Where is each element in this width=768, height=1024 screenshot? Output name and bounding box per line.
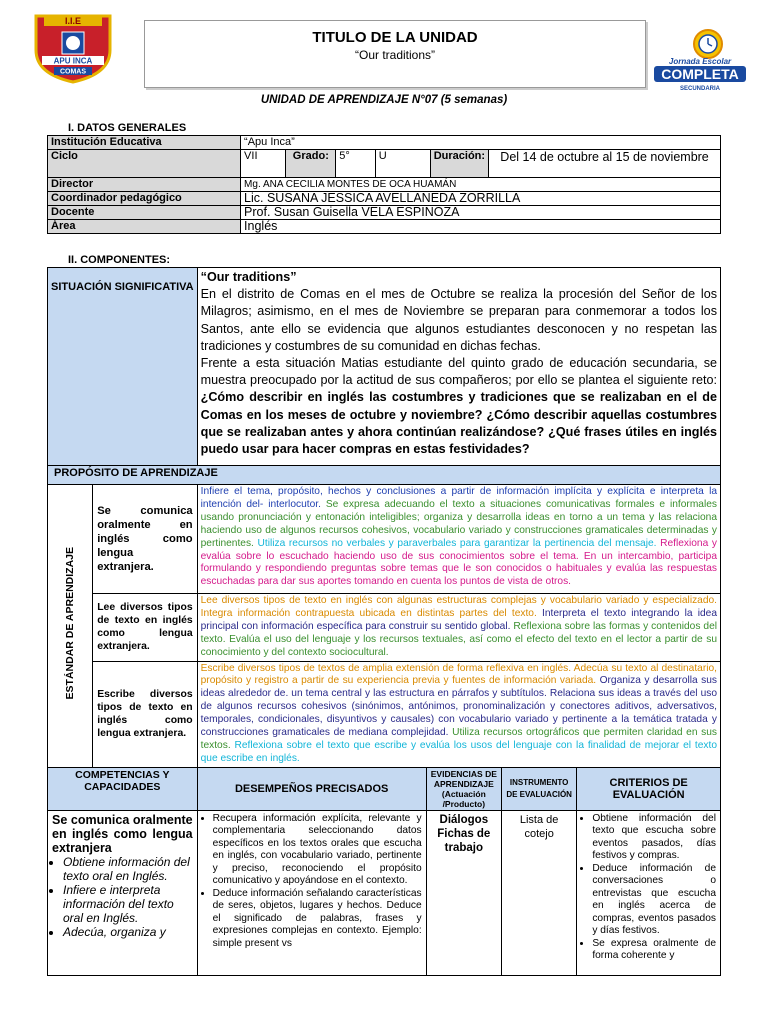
program-logo-line3: SECUNDARIA bbox=[679, 86, 721, 92]
header-desempenos: DESEMPEÑOS PRECISADOS bbox=[197, 767, 426, 810]
institucion-value: “Apu Inca” bbox=[241, 136, 721, 150]
table-row bbox=[48, 594, 721, 662]
standard-2-segment-3: Reflexiona sobre el texto que escribe y evalúa los usos del lenguaje con la finalidad de mejorar el texto que escribe en inglés. bbox=[200, 739, 717, 764]
list-item: • Adecúa, organiza y bbox=[63, 925, 193, 939]
competencia-cell bbox=[48, 810, 198, 975]
list-item: • Deduce información señalando características de seres, objetos, lugares y hechos. Deduce el significado de palabras, frases y expresiones complejas en contexto. Ejemplo: simple present vs bbox=[213, 888, 422, 951]
list-item: • Infiere e interpreta información del texto oral en Inglés. bbox=[63, 883, 193, 925]
list-item: • Recupera información explícita, relevante y complementaria seleccionando datos específicos en los textos orales que escucha en inglés, con vocabulario variado, pertinente y preciso, reconociendo el propósito comunicativo y apoyándose en el contexto. bbox=[213, 813, 422, 888]
area-value: Inglés bbox=[241, 220, 721, 234]
unit-title-box bbox=[144, 20, 646, 88]
standard-1-segment-2: Reflexiona sobre las formas y contenidos del texto. Evalúa el uso del lenguaje y los recursos textuales, así como el efecto del texto en el lector a partir de su conocimiento y del contexto sociocultural. bbox=[200, 620, 718, 658]
duracion-value: Del 14 de octubre al 15 de noviembre bbox=[489, 150, 721, 178]
standard-text-0 bbox=[197, 485, 720, 594]
header-instrumento: INSTRUMENTO DE EVALUACIÓN bbox=[501, 767, 576, 810]
capacidades-list bbox=[52, 855, 193, 939]
situacion-label: SITUACIÓN SIGNIFICATIVA bbox=[48, 268, 198, 466]
evidencias-value: Diálogos Fichas de trabajo bbox=[426, 810, 501, 975]
standard-0-segment-3: Reflexiona y evalúa sobre lo escuchado haciendo uso de sus conocimientos sobre el tema. bbox=[200, 537, 717, 562]
coordinador-label: Coordinador pedagógico bbox=[48, 192, 241, 206]
table-row bbox=[48, 466, 721, 485]
desempenos-list bbox=[202, 813, 422, 951]
director-label: Director bbox=[48, 178, 241, 192]
standard-0-segment-4: En un intercambio, participa formulando y respondiendo preguntas sobre temas que le son conocidos o habituales y evalúa las respuestas escuchadas para dar sus aportes tomando en cuenta los puntos de vista de otros. bbox=[200, 550, 717, 588]
program-logo bbox=[650, 24, 750, 94]
desempenos-cell bbox=[197, 810, 426, 975]
standard-0-segment-2: Utiliza recursos no verbales y paraverbales para garantizar la pertinencia del mensaje. bbox=[257, 537, 661, 549]
componentes-table bbox=[47, 267, 721, 976]
table-row bbox=[48, 136, 721, 150]
table-row bbox=[48, 206, 721, 220]
program-logo-line2: COMPLETA bbox=[661, 66, 739, 82]
competencia-title: Se comunica oralmente en inglés como lengua extranjera bbox=[52, 812, 193, 855]
standard-2-segment-1: Organiza y desarrolla sus ideas alrededor de. un tema central y las estructura en párrafos y subtítulos. Relaciona sus ideas a través del uso de algunos recursos cohesivos (sinónimos, antónimos, pronominalización y conectores aditivos, adversativos, temporales, condicionales, disyuntivos y causales) con vocabulario variado y pertinente a la temática tratada y construcciones gramaticales de mediana complejidad. bbox=[200, 675, 717, 739]
standard-2-segment-0: Escribe diversos tipos de textos de amplia extensión de forma reflexiva en inglés. Adecúa su texto al destinatario, propósito y registro a partir de su experiencia previa y fuentes de información variada. bbox=[200, 662, 717, 687]
grado-value: 5° bbox=[336, 150, 375, 178]
estandar-label-cell bbox=[48, 485, 93, 768]
institucion-label: Institución Educativa bbox=[48, 136, 241, 150]
list-item: • Deduce información de conversaciones o entrevistas que escucha en inglés acerca de compras, eventos pasados y días festivos. bbox=[592, 863, 716, 938]
ciclo-label: Ciclo bbox=[48, 150, 241, 178]
section-componentes-title: II. COMPONENTES: bbox=[68, 254, 171, 266]
section-datos-title: I. DATOS GENERALES bbox=[68, 122, 187, 134]
director-value: Mg. ANA CECILIA MONTES DE OCA HUAMÁN bbox=[241, 178, 721, 192]
table-row bbox=[48, 220, 721, 234]
school-logo bbox=[32, 12, 114, 84]
duracion-label: Duración: bbox=[430, 150, 488, 178]
proposito-label: PROPÓSITO DE APRENDIZAJE bbox=[48, 466, 721, 485]
docente-value: Prof. Susan Guisella VELA ESPINOZA bbox=[241, 206, 721, 220]
grado-label: Grado: bbox=[286, 150, 336, 178]
list-item: • Obtiene información del texto que escucha sobre eventos pasados, días festivos y compras. bbox=[592, 813, 716, 863]
situacion-title: “Our traditions” bbox=[200, 270, 297, 284]
standard-text-2 bbox=[197, 661, 720, 767]
criterios-list bbox=[581, 813, 716, 963]
header-criterios: CRITERIOS DE EVALUACIÓN bbox=[577, 767, 721, 810]
standard-label-2: Escribe diversos tipos de texto en inglés como lengua extranjera. bbox=[93, 661, 197, 767]
school-logo-bottom-text: COMAS bbox=[59, 68, 87, 76]
table-row bbox=[48, 767, 721, 810]
table-row bbox=[48, 661, 721, 767]
coordinador-value: Lic. SUSANA JESSICA AVELLANEDA ZORRILLA bbox=[241, 192, 721, 206]
table-row bbox=[48, 810, 721, 975]
table-row bbox=[48, 150, 721, 178]
table-row bbox=[48, 268, 721, 466]
standard-1-segment-0: Lee diversos tipos de texto en inglés con algunas estructuras complejas y vocabulario variado y especializado. Integra información contrapuesta ubicada en distintas partes del texto. bbox=[200, 595, 717, 619]
area-label: Área bbox=[48, 220, 241, 234]
header-competencias: COMPETENCIAS Y CAPACIDADES bbox=[48, 767, 198, 810]
list-item: • Se expresa oralmente de forma coherente y bbox=[592, 938, 716, 963]
situacion-challenge: ¿Cómo describir en inglés las costumbres y tradiciones que se realizaban en el de Comas en los meses de octubre y noviembre? ¿Cómo describir aquellas costumbres que se realizaban antes y ahora continúan realizándose? ¿Qué frases útiles en inglés puedo usar para hacer compras en estas festividades? bbox=[200, 390, 717, 457]
standard-label-1: Lee diversos tipos de texto en inglés como lengua extranjera. bbox=[93, 594, 197, 662]
seccion-value: U bbox=[375, 150, 430, 178]
school-logo-top-text: I.I.E bbox=[64, 16, 82, 26]
unit-heading: UNIDAD DE APRENDIZAJE N°07 (5 semanas) bbox=[260, 94, 508, 106]
datos-generales-table bbox=[47, 135, 721, 234]
situacion-text bbox=[197, 268, 720, 466]
standard-2-segment-2: Utiliza recursos ortográficos que permiten claridad en sus textos. bbox=[200, 727, 717, 751]
situacion-paragraph-2-plain: Frente a esta situación Matias estudiante del quinto grado de educación secundaria, se muestra preocupado por la actitud de sus compañeros; por ello se plantea el siguiente reto: bbox=[200, 356, 717, 388]
docente-label: Docente bbox=[48, 206, 241, 220]
table-row bbox=[48, 485, 721, 594]
estandar-label: ESTÁNDAR DE APRENDIZAJE bbox=[64, 547, 77, 700]
standard-0-segment-1: Se expresa adecuando el texto a situaciones comunicativas formales e informales usando pronunciación y entonación inteligibles; organiza y desarrolla ideas en torno a un tema y las relaciona haciendo uso de algunos recursos cohesivos, vocabulario variado y construcciones gramaticales determinadas y pertinentes. bbox=[200, 498, 717, 549]
unit-subtitle: “Our traditions” bbox=[354, 48, 436, 62]
table-row bbox=[48, 178, 721, 192]
header-evidencias: EVIDENCIAS DE APRENDIZAJE (Actuación /Producto) bbox=[426, 767, 501, 810]
situacion-paragraph-1: En el distrito de Comas en el mes de Octubre se realiza la procesión del Señor de los Milagros; asimismo, en el mes de Noviembre se preparan para conmemorar a todos los Santos, ante ello se evidencia que algunos estudiantes desconocen y no respetan las tradiciones y costumbres de su comunidad en dichas fechas. bbox=[200, 287, 717, 353]
criterios-cell bbox=[577, 810, 721, 975]
school-logo-middle-text: APU INCA bbox=[53, 56, 93, 66]
instrumento-value: Lista de cotejo bbox=[501, 810, 576, 975]
standard-text-1 bbox=[197, 594, 720, 662]
table-row bbox=[48, 192, 721, 206]
standard-0-segment-0: Infiere el tema, propósito, hechos y conclusiones a partir de información implícita y explícita e interpreta la intención del- interlocutor. bbox=[200, 486, 717, 510]
ciclo-value: VII bbox=[241, 150, 286, 178]
list-item: • Obtiene información del texto oral en Inglés. bbox=[63, 855, 193, 883]
program-logo-line1: Jornada Escolar bbox=[668, 57, 732, 66]
standard-label-0: Se comunica oralmente en inglés como lengua extranjera. bbox=[93, 485, 197, 594]
situacion-paragraph-2 bbox=[201, 355, 717, 458]
standard-1-segment-1: Interpreta el texto integrando la idea principal con información específica para construir su sentido global. bbox=[200, 607, 717, 632]
unit-title: TITULO DE LA UNIDAD bbox=[312, 29, 478, 46]
